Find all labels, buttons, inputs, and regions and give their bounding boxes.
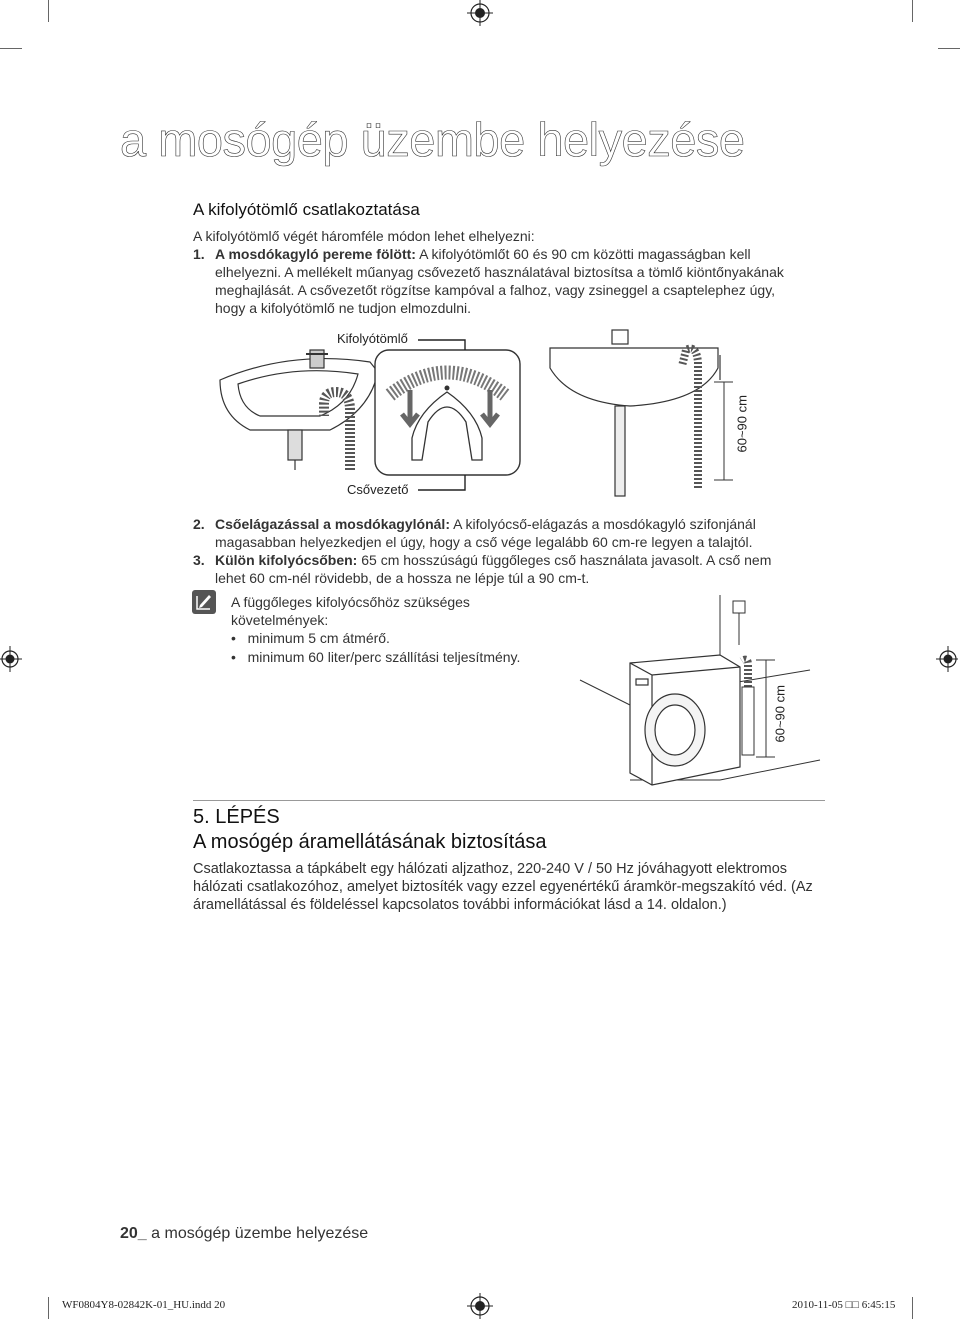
footer-title: a mosógép üzembe helyezése	[146, 1225, 369, 1242]
print-file-name: WF0804Y8-02842K-01_HU.indd 20	[62, 1299, 226, 1311]
washer-standpipe-diagram	[570, 595, 830, 790]
crop-mark	[48, 0, 49, 22]
list-item-2	[193, 515, 833, 533]
list-number: 2.	[193, 516, 205, 532]
list-number: 3.	[193, 552, 205, 568]
washing-machine-illustration	[630, 655, 740, 785]
list-item-1	[193, 245, 833, 263]
page-number: 20_	[120, 1225, 147, 1242]
section-divider	[193, 800, 825, 801]
list-text-line: lehet 60 cm-nél rövidebb, de a hossza ne lépje túl a 90 cm-t.	[215, 570, 590, 586]
step-heading: A mosógép áramellátásának biztosítása	[193, 831, 547, 853]
bullet-item: • minimum 60 liter/perc szállítási teljesítmény.	[231, 649, 521, 665]
list-number: 1.	[193, 246, 205, 262]
step-text-line: hálózati csatlakozóhoz, amelyet biztosíték vagy ezzel egyenértékű áramkör-megszakító véd. (Az	[193, 879, 813, 895]
note-line: követelmények:	[231, 612, 329, 628]
guide-label: Csővezető	[347, 482, 409, 497]
registration-mark-icon	[467, 1293, 493, 1319]
bullet-item: • minimum 5 cm átmérő.	[231, 630, 390, 646]
page-title: a mosógép üzembe helyezése	[120, 113, 745, 166]
list-lead: A mosdókagyló pereme fölött:	[215, 246, 416, 262]
note-line: A függőleges kifolyócsőhöz szükséges	[231, 594, 470, 610]
section-heading: A kifolyótömlő csatlakoztatása	[193, 200, 420, 219]
hose-label: Kifolyótömlő	[337, 331, 408, 346]
registration-mark-icon	[467, 0, 493, 26]
list-text-line: meghajlását. A csővezetőt rögzítse kampóval a falhoz, vagy zsineggel a csaptelephez úgy,	[215, 282, 776, 298]
list-text-line: elhelyezni. A mellékelt műanyag csővezető használatával biztosítsa a tömlő kiöntőnyakának	[215, 264, 784, 280]
list-text: A kifolyótömlőt 60 és 90 cm közötti magasságban kell	[415, 246, 751, 262]
bullet-icon: •	[231, 649, 236, 665]
crop-mark	[48, 1297, 49, 1319]
page-footer	[120, 1225, 368, 1243]
list-text-line: hogy a kifolyótömlő ne tudjon elmozdulni.	[215, 300, 472, 316]
list-text: A kifolyócső-elágazás a mosdókagyló szifonjánál	[449, 516, 756, 532]
step-text-line: Csatlakoztassa a tápkábelt egy hálózati aljzathoz, 220-240 V / 50 Hz jóváhagyott elektromos	[193, 861, 788, 877]
bullet-icon: •	[231, 630, 236, 646]
list-text-line: magasabban helyezkedjen el úgy, hogy a cső vége legalább 60 cm-re legyen a talajtól.	[215, 534, 753, 550]
height-label: 60~90 cm	[734, 395, 750, 453]
step-text-line: áramellátással és földeléssel kapcsolatos további információkat lásd a 14. oldalon.)	[193, 897, 727, 913]
note-icon	[192, 590, 216, 614]
registration-mark-icon	[936, 646, 958, 672]
step-label: 5. LÉPÉS	[193, 806, 280, 828]
crop-mark	[938, 48, 960, 49]
list-text: 65 cm hosszúságú függőleges cső használata javasolt. A cső nem	[357, 552, 772, 568]
crop-mark	[912, 1297, 913, 1319]
registration-mark-icon	[0, 646, 22, 672]
guide-inset-box	[375, 350, 520, 475]
print-timestamp: 2010-11-05 □□ 6:45:15	[792, 1299, 896, 1311]
list-item-3	[193, 551, 833, 569]
section-intro: A kifolyótömlő végét háromféle módon lehet elhelyezni:	[193, 228, 535, 244]
list-lead: Csőelágazással a mosdókagylónál:	[215, 516, 450, 532]
height-label: 60~90 cm	[772, 685, 788, 743]
crop-mark	[0, 48, 22, 49]
list-lead: Külön kifolyócsőben:	[215, 552, 358, 568]
sink-hose-diagram	[200, 320, 780, 500]
crop-mark	[912, 0, 913, 22]
